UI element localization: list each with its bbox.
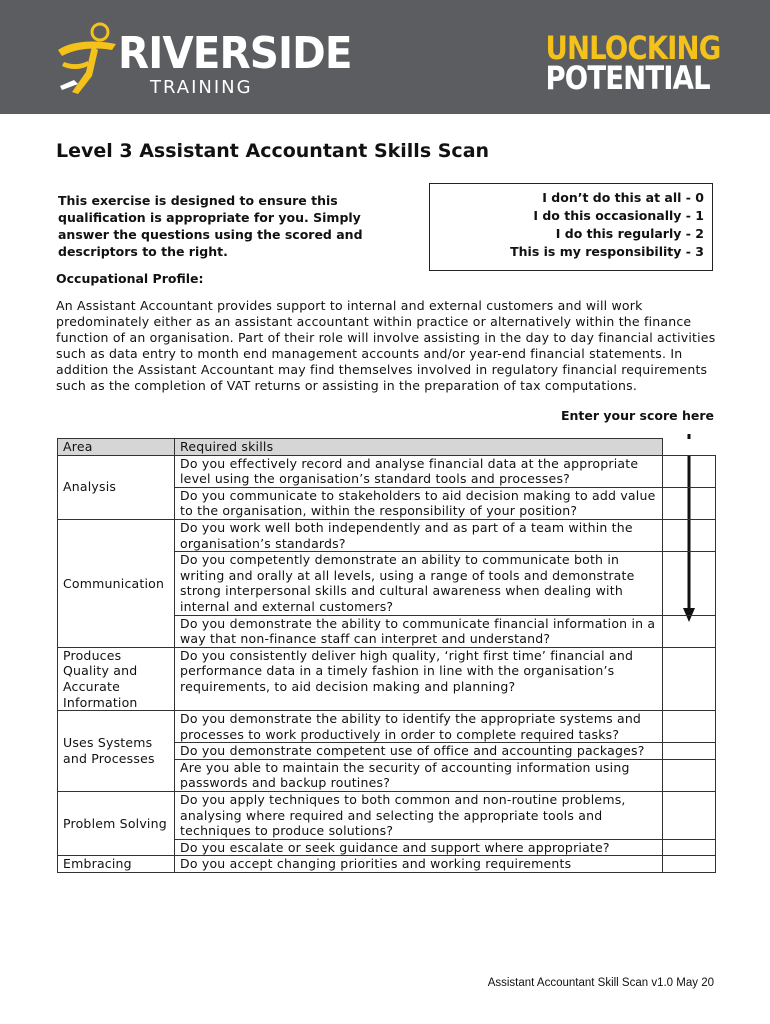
skill-question: Do you accept changing priorities and working requirements [175, 856, 663, 873]
skill-question: Do you communicate to stakeholders to aid decision making to add value to the organisation, within the responsibility of your position? [175, 487, 663, 519]
score-entry-cell[interactable] [663, 647, 716, 710]
logo-wordmark: RIVERSIDE [118, 28, 352, 79]
score-legend [429, 183, 713, 271]
table-row [58, 647, 716, 710]
skill-question: Are you able to maintain the security of accounting information using passwords and backup routines? [175, 759, 663, 791]
table-row [58, 856, 716, 873]
skill-question: Do you demonstrate the ability to communicate financial information in a way that non-finance staff can interpret and understand? [175, 615, 663, 647]
table-row [58, 519, 716, 551]
skill-question: Do you apply techniques to both common and non-routine problems, analysing where required and selecting the appropriate tools and techniques to produce solutions? [175, 792, 663, 840]
table-row [58, 711, 716, 743]
score-entry-cell[interactable] [663, 839, 716, 856]
tagline-line-2: POTENTIAL [545, 59, 710, 97]
logo-subtitle: TRAINING [150, 77, 253, 98]
skills-column-header: Required skills [175, 439, 663, 456]
occupational-profile-text: An Assistant Accountant provides support to internal and external customers and will work predominately either as an assistant accountant within practice or alternatively within the finance function of an organisation. Part of their role will involve assisting in the day to day financial activities such as data entry to month end management accounts and/or year-end financial statements. In addition the Assistant Accountant may find themselves involved in regulatory financial requirements such as the completion of VAT returns or assisting in the preparation of tax computations. [56, 298, 716, 393]
tagline-line-1: UNLOCKING [545, 29, 720, 67]
score-entry-cell[interactable] [663, 711, 716, 743]
score-entry-cell[interactable] [663, 519, 716, 551]
table-header-row [58, 439, 716, 456]
table-row [58, 455, 716, 487]
skill-question: Do you demonstrate competent use of office and accounting packages? [175, 743, 663, 760]
area-column-header: Area [58, 439, 175, 456]
score-entry-cell[interactable] [663, 792, 716, 840]
legend-item-2: I do this regularly - 2 [555, 226, 704, 241]
score-entry-cell[interactable] [663, 856, 716, 873]
score-entry-cell[interactable] [663, 759, 716, 791]
area-cell: Produces Quality and Accurate Information [58, 647, 175, 710]
skill-question: Do you work well both independently and as part of a team within the organisation’s standards? [175, 519, 663, 551]
tagline [545, 29, 720, 97]
skill-question: Do you competently demonstrate an ability to communicate both in writing and orally at all levels, using a range of tools and demonstrate strong interpersonal skills and cultural awareness when dealing with internal and external customers? [175, 552, 663, 615]
area-cell: Communication [58, 519, 175, 647]
area-cell: Embracing [58, 856, 175, 873]
score-entry-cell[interactable] [663, 487, 716, 519]
legend-item-1: I do this occasionally - 1 [533, 208, 704, 223]
table-row [58, 792, 716, 840]
score-entry-cell[interactable] [663, 615, 716, 647]
intro-text: This exercise is designed to ensure this qualification is appropriate for you. Simply answer the questions using the scored and descriptors to the right. [58, 193, 363, 259]
riverside-logo-icon [52, 20, 122, 100]
score-entry-cell[interactable] [663, 552, 716, 615]
skill-question: Do you demonstrate the ability to identify the appropriate systems and processes to work productively in order to complete required tasks? [175, 711, 663, 743]
score-column-header [663, 439, 716, 456]
footer-version: Assistant Accountant Skill Scan v1.0 May 20 [487, 977, 714, 989]
area-cell: Uses Systems and Processes [58, 711, 175, 792]
score-entry-cell[interactable] [663, 743, 716, 760]
legend-item-3: This is my responsibility - 3 [510, 244, 704, 259]
skill-question: Do you escalate or seek guidance and support where appropriate? [175, 839, 663, 856]
occupational-profile-heading: Occupational Profile: [56, 271, 204, 286]
header-banner [0, 0, 770, 114]
enter-score-label: Enter your score here [560, 408, 714, 423]
legend-item-0: I don’t do this at all - 0 [542, 190, 704, 205]
skill-question: Do you consistently deliver high quality, ‘right first time’ financial and performance data in a timely fashion in line with the organisation’s requirements, to aid decision making and planning? [175, 647, 663, 710]
score-entry-cell[interactable] [663, 455, 716, 487]
skills-table [57, 438, 716, 873]
page-title: Level 3 Assistant Accountant Skills Scan [56, 140, 490, 162]
area-cell: Analysis [58, 455, 175, 519]
skill-question: Do you effectively record and analyse financial data at the appropriate level using the organisation’s standard tools and processes? [175, 455, 663, 487]
area-cell: Problem Solving [58, 792, 175, 856]
